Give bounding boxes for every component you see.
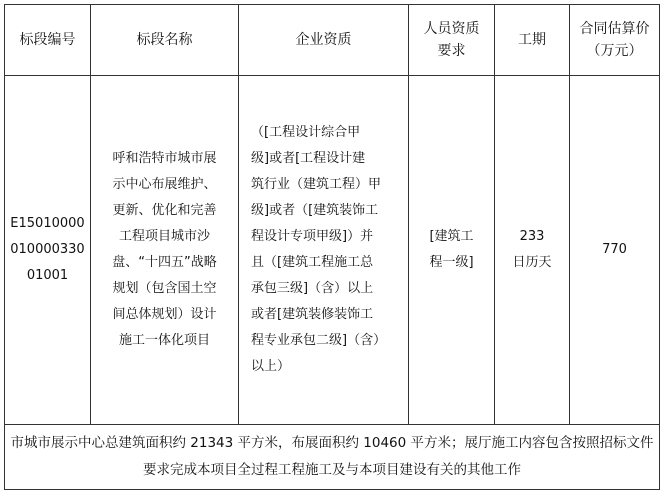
project-scope-note: 市城市展示中心总建筑面积约 21343 平方米，布展面积约 10460 平方米；展厅施工内容包含按照招标文件要求完成本项目全过程工程施工及与本项目建设有关的其他工作: [5, 425, 660, 490]
cell-section-name: 呼和浩特市城市展 示中心布展维护、 更新、优化和完善 工程项目城市沙 盘、“十四五”战略 规划（包含国土空 间总体规划）设计 施工一体化项目: [91, 76, 239, 425]
cell-duration: 233 日历天: [495, 76, 570, 425]
header-estimated-price: 合同估算价 （万元）: [570, 5, 660, 76]
cell-enterprise-qualification: （[工程设计综合甲 级]或者[工程设计建 筑行业（建筑工程）甲 级]或者（[建筑装饰工 程设计专项甲级]）并 且（[建筑工程施工总 承包三级]（含）以上 或者[建筑装修装饰工 程专业承包二级]（含） 以上）: [239, 76, 409, 425]
cell-personnel-requirement: [建筑工 程一级]: [409, 76, 495, 425]
header-duration: 工期: [495, 5, 570, 76]
bid-section-table: [4, 4, 660, 490]
header-section-code: 标段编号: [5, 5, 91, 76]
header-section-name: 标段名称: [91, 5, 239, 76]
table-footer-row: [5, 425, 660, 490]
cell-estimated-price: 770: [570, 76, 660, 425]
table-row: [5, 76, 660, 425]
header-enterprise-qualification: 企业资质: [239, 5, 409, 76]
table-header-row: [5, 5, 660, 76]
cell-section-code: E15010000 010000330 01001: [5, 76, 91, 425]
header-personnel-requirement: 人员资质 要求: [409, 5, 495, 76]
